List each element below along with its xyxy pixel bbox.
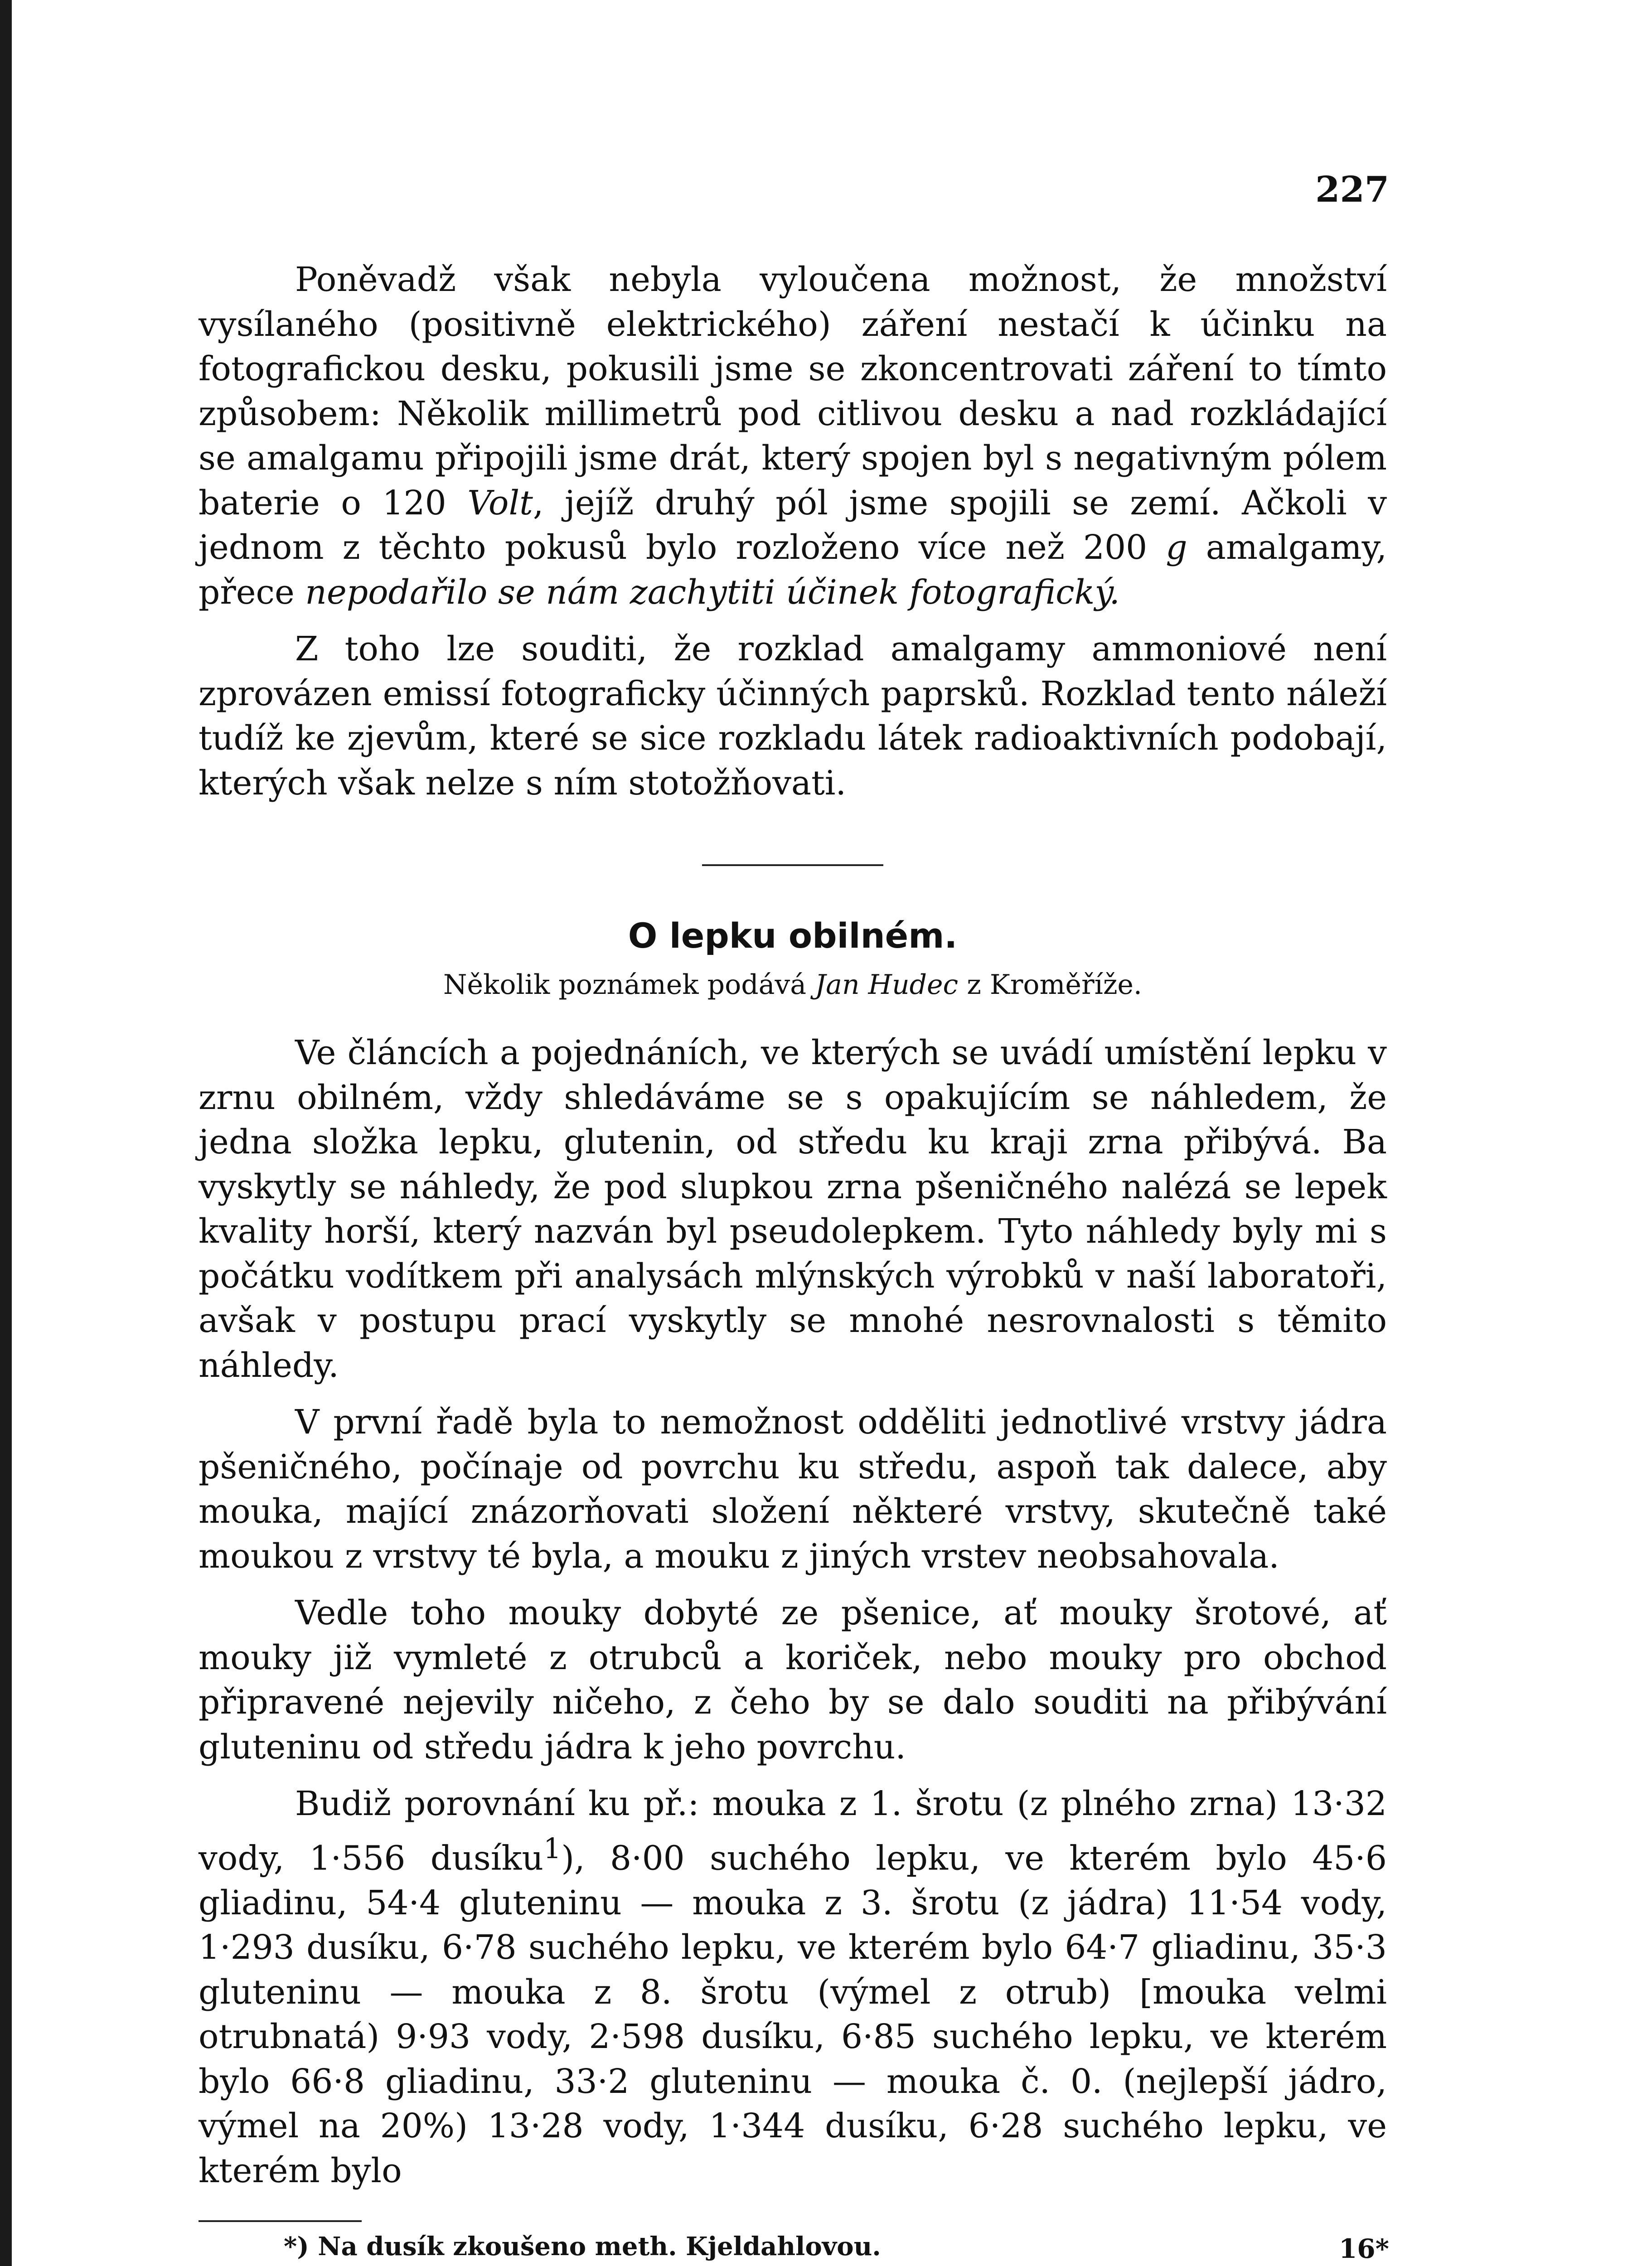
paragraph-text: Budiž porovnání ku př.: mouka z 1. šrotu (z plného zrna) 13·32 vody, 1·556 dusíku — [199, 1784, 1387, 1878]
paragraph-comparison — [199, 1782, 1387, 2193]
signature-mark: 16* — [1338, 2233, 1389, 2264]
paragraph-text: amalgamy, přece — [199, 528, 1387, 612]
unit-gram: g — [1166, 528, 1187, 567]
paragraph-text: ), 8·00 suchého lepku, ve kterém bylo 45·6 gliadinu, 54·4 gluteninu — mouka z 3. šrotu (z jádra) 11·54 vody, 1·293 dusíku, 6·78 suchého lepku, ve kterém bylo 64·7 gliadinu, 35·3 gluteninu — mouka z 8. šrotu (výmel z otrub) [mouka velmi otrubnatá) 9·93 vody, 2·598 dusíku, 6·85 suchého lepku, ve kterém bylo 66·8 gliadinu, 33·2 gluteninu — mouka č. 0. (nejlepší jádro, výmel na 20%) 13·28 vody, 1·344 dusíku, 6·28 suchého lepku, ve kterém bylo — [199, 1839, 1387, 2190]
unit-volt: Volt — [467, 483, 533, 523]
author-name: Jan Hudec — [815, 969, 959, 1001]
footnote: *) Na dusík zkoušeno meth. Kjeldahlovou. — [284, 2232, 881, 2262]
article-byline — [199, 967, 1387, 1002]
paragraph-conclusion: Z toho lze souditi, že rozklad amalgamy ammoniové není zprovázen emissí fotograficky účinných paprsků. Rozklad tento náleží tudíž ke zjevům, které se sice rozkladu látek radioaktivních podobají, kterých však nelze s ním stotožňovati. — [199, 629, 1387, 803]
page-number: 227 — [1315, 169, 1389, 210]
paragraph-layer-separation: V první řadě byla to nemožnost odděliti jednotlivé vrstvy jádra pšeničného, počínaje od povrchu ku středu, aspoň tak dalece, aby mouka, mající znázorňovati složení některé vrstvy, skutečně také moukou z vrstvy té byla, a mouku z jiných vrstev neobsahovala. — [199, 1403, 1387, 1576]
paragraph-flour-samples: Vedle toho mouky dobyté ze pšenice, ať mouky šrotové, ať mouky již vymleté z otrubců a koriček, nebo mouky pro obchod připravené nejevily ničeho, z čeho by se dalo souditi na přibývání gluteninu od středu jádra k jeho povrchu. — [199, 1593, 1387, 1767]
experiment-conclusion: nepodařilo se nám zachytiti účinek fotografický. — [305, 572, 1120, 612]
byline-prefix: Několik poznámek podává — [443, 969, 815, 1001]
paragraph-text: , jejíž druhý pól jsme spojili se zemí. Ačkoli v jednom z těchto pokusů bylo rozloženo více než 200 — [199, 483, 1387, 567]
page-edge-shadow — [0, 0, 12, 2266]
footnote-reference: 1 — [543, 1832, 562, 1865]
footnote-rule — [199, 2220, 362, 2222]
paragraph-text: Poněvadž však nebyla vyloučena možnost, že množství vysílaného (positivně elektrického) záření nestačí k účinku na fotografickou desku, pokusili jsme se zkoncentrovati záření to tímto způsobem: Několik millimetrů pod citlivou desku a nad rozkládající se amalgamu připojili jsme drát, který spojen byl s negativným pólem baterie o 120 — [199, 260, 1387, 523]
paragraph-gluten-views: Ve článcích a pojednáních, ve kterých se uvádí umístění lepku v zrnu obilném, vždy shledáváme se s opakujícím se náhledem, že jedna složka lepku, glutenin, od středu ku kraji zrna přibývá. Ba vyskytly se náhledy, že pod slupkou zrna pšeničného nalézá se lepek kvality horší, který nazván byl pseudolepkem. Tyto náhledy byly mi s počátku vodítkem při analysách mlýnských výrobků v naší laboratoři, avšak v postupu prací vyskytly se mnohé nesrovnalosti s těmito náhledy. — [199, 1033, 1387, 1385]
section-divider — [702, 864, 883, 866]
byline-suffix: z Kroměříže. — [958, 969, 1143, 1001]
text-column — [199, 257, 1387, 2263]
paragraph-radiation-experiment — [199, 257, 1387, 615]
article-title: O lepku obilném. — [628, 915, 958, 956]
